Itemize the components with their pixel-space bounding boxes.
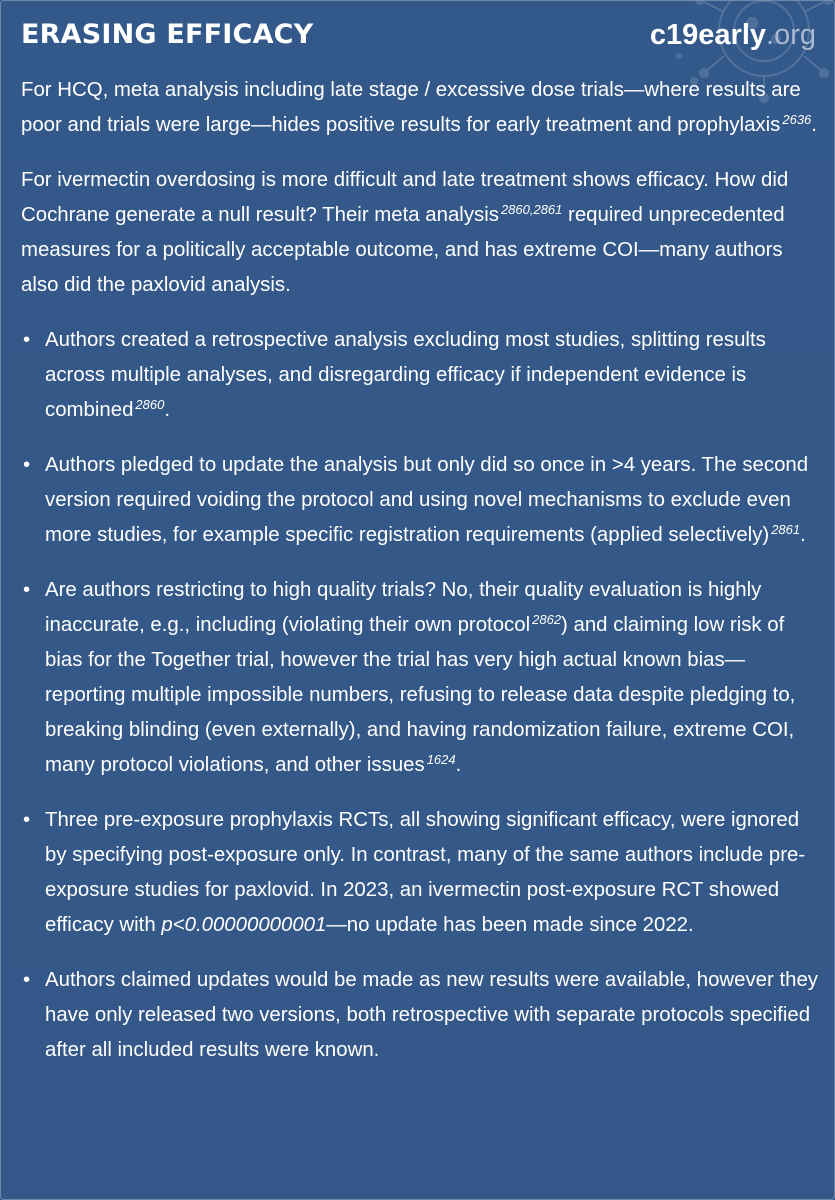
punctuation: . xyxy=(811,114,817,136)
list-item-text: Three pre-exposure prophylaxis RCTs, all showing significant efficacy, were ignored by specifying post-exposure only. In contrast, many of the same authors include pre-exposure studies for paxlovid. In 2023, an ivermectin post-exposure RCT showed efficacy with xyxy=(45,809,806,936)
brand-main: c19early xyxy=(649,19,767,51)
bullet-icon: • xyxy=(23,969,31,991)
reference-link[interactable]: 2860,2861 xyxy=(500,202,563,217)
list-item xyxy=(21,448,821,553)
reference-link[interactable]: 2861 xyxy=(771,522,801,537)
brand-logo xyxy=(650,19,816,52)
page-title: ERASING EFFICACY xyxy=(21,19,314,50)
list-item xyxy=(21,323,821,428)
paragraph-text: required unprecedented measures for a politically acceptable outcome, and has extreme COI—many authors also did the paxlovid analysis. xyxy=(21,204,785,296)
list-item xyxy=(21,573,821,783)
list-item-text: Authors claimed updates would be made as new results were available, however they have only released two versions, both retrospective with separate protocols specified after all included results were known. xyxy=(45,969,819,1061)
bullet-icon: • xyxy=(23,454,31,476)
bullet-icon: • xyxy=(23,809,31,831)
paragraph-text: For HCQ, meta analysis including late stage / excessive dose trials—where results are poor and trials were large—hides positive results for early treatment and prophylaxis xyxy=(21,79,801,136)
bullet-icon: • xyxy=(23,579,31,601)
bullet-icon: • xyxy=(23,329,31,351)
reference-link[interactable]: 1624 xyxy=(426,752,456,767)
reference-link[interactable]: 2860 xyxy=(135,397,165,412)
body-text xyxy=(21,73,821,1088)
list-item-text: Authors pledged to update the analysis but only did so once in >4 years. The second version required voiding the protocol and using novel mechanisms to exclude even more studies, for example specific registration requirements (applied selectively) xyxy=(45,454,809,546)
punctuation: . xyxy=(800,524,806,546)
header xyxy=(21,19,816,59)
reference-link[interactable]: 2636 xyxy=(782,112,812,127)
punctuation: . xyxy=(455,754,462,776)
list-item xyxy=(21,963,821,1068)
list-item xyxy=(21,803,821,943)
paragraph-hcq xyxy=(21,73,821,143)
reference-link[interactable]: 2862 xyxy=(532,612,562,627)
paragraph-text: For ivermectin overdosing is more difficult and late treatment shows efficacy. How did Cochrane generate a null result? Their meta analysis xyxy=(21,169,789,226)
paragraph-ivermectin xyxy=(21,163,821,303)
p-value: p<0.00000000001 xyxy=(161,914,327,936)
list-item-text: ) and claiming low risk of bias for the Together trial, however the trial has very high actual known bias—reporting multiple impossible numbers, refusing to release data despite pledging to, breaking blinding (even externally), and having randomization failure, extreme COI, many protocol violations, and other issues xyxy=(45,614,796,776)
bullet-list xyxy=(21,323,821,1068)
list-item-text: Are authors restricting to high quality trials? No, their quality evaluation is highly inaccurate, e.g., including (violating their own protocol xyxy=(45,579,762,636)
list-item-text: —no update has been made since 2022. xyxy=(326,914,694,936)
brand-suffix: .org xyxy=(766,19,816,51)
list-item-text: Authors created a retrospective analysis excluding most studies, splitting results across multiple analyses, and disregarding efficacy if independent evidence is combined xyxy=(45,329,766,421)
punctuation: . xyxy=(164,399,171,421)
